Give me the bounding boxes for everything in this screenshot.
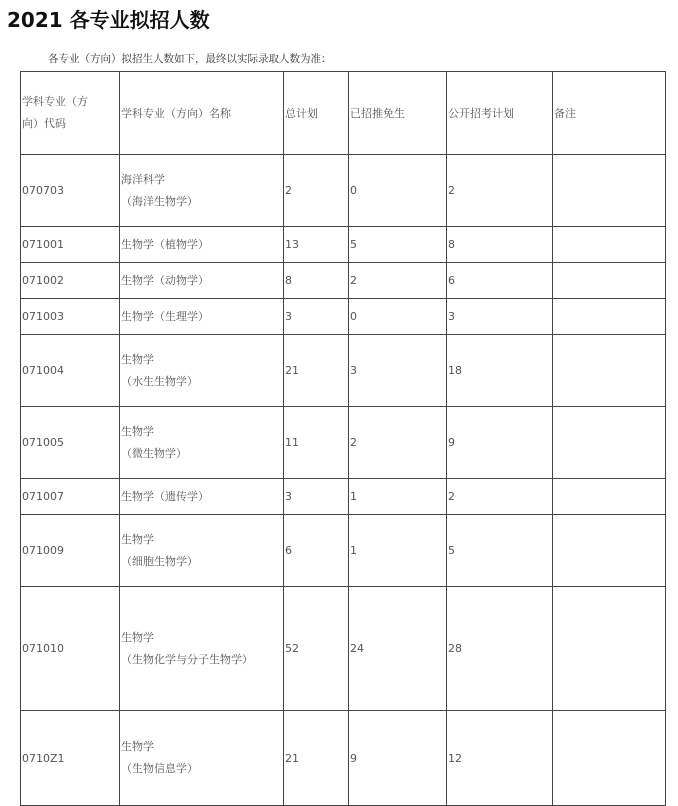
table-row <box>21 227 666 263</box>
cell-name-line1: 生物学 <box>121 532 154 546</box>
cell-recommended: 9 <box>349 711 447 806</box>
table-row <box>21 587 666 711</box>
cell-public: 28 <box>447 587 553 711</box>
cell-remarks <box>553 711 666 806</box>
cell-name-line2: （生物化学与分子生物学） <box>121 652 253 666</box>
cell-total: 6 <box>284 515 349 587</box>
page-title: 2021 各专业拟招人数 <box>7 8 210 32</box>
cell-name <box>120 479 284 515</box>
header-total: 总计划 <box>284 72 349 155</box>
cell-name <box>120 407 284 479</box>
cell-recommended: 1 <box>349 479 447 515</box>
cell-remarks <box>553 263 666 299</box>
cell-name-line2: （微生物学） <box>121 446 187 460</box>
cell-name-line2: （细胞生物学） <box>121 554 198 568</box>
cell-public: 3 <box>447 299 553 335</box>
cell-recommended: 24 <box>349 587 447 711</box>
cell-name <box>120 587 284 711</box>
cell-code: 071004 <box>21 335 120 407</box>
cell-name <box>120 515 284 587</box>
cell-code: 071005 <box>21 407 120 479</box>
cell-name-line1: 生物学 <box>121 352 154 366</box>
cell-total: 3 <box>284 479 349 515</box>
cell-name <box>120 155 284 227</box>
cell-remarks <box>553 299 666 335</box>
cell-public: 2 <box>447 155 553 227</box>
cell-code: 071001 <box>21 227 120 263</box>
cell-code: 071003 <box>21 299 120 335</box>
cell-total: 21 <box>284 335 349 407</box>
cell-total: 8 <box>284 263 349 299</box>
cell-total: 3 <box>284 299 349 335</box>
table-row <box>21 407 666 479</box>
cell-public: 9 <box>447 407 553 479</box>
cell-remarks <box>553 227 666 263</box>
cell-code: 071007 <box>21 479 120 515</box>
table-row <box>21 479 666 515</box>
cell-remarks <box>553 515 666 587</box>
table-header-row <box>21 72 666 155</box>
cell-public: 6 <box>447 263 553 299</box>
cell-total: 13 <box>284 227 349 263</box>
cell-code: 070703 <box>21 155 120 227</box>
intro-text: 各专业（方向）拟招生人数如下，最终以实际录取人数为准： <box>48 53 332 65</box>
enrollment-table <box>20 71 666 806</box>
cell-total: 2 <box>284 155 349 227</box>
cell-name-line1: 生物学 <box>121 740 154 753</box>
header-code <box>21 72 120 155</box>
table-row <box>21 299 666 335</box>
cell-total: 11 <box>284 407 349 479</box>
cell-recommended: 2 <box>349 263 447 299</box>
cell-remarks <box>553 407 666 479</box>
cell-name-line1: 生物学 <box>121 630 154 644</box>
cell-public: 8 <box>447 227 553 263</box>
cell-remarks <box>553 479 666 515</box>
cell-name-line2: （生物信息学） <box>121 762 198 775</box>
cell-code: 071009 <box>21 515 120 587</box>
table-body <box>21 72 666 806</box>
cell-total: 52 <box>284 587 349 711</box>
cell-recommended: 2 <box>349 407 447 479</box>
cell-remarks <box>553 155 666 227</box>
header-name: 学科专业（方向）名称 <box>120 72 284 155</box>
header-recommended: 已招推免生 <box>349 72 447 155</box>
table-row <box>21 263 666 299</box>
cell-code: 0710Z1 <box>21 711 120 806</box>
cell-public: 5 <box>447 515 553 587</box>
table-row <box>21 335 666 407</box>
cell-recommended: 0 <box>349 155 447 227</box>
cell-name <box>120 263 284 299</box>
cell-public: 2 <box>447 479 553 515</box>
table-row <box>21 155 666 227</box>
header-code-line2: 向）代码 <box>22 117 66 130</box>
cell-name-line1: 海洋科学 <box>121 172 165 186</box>
cell-name-line1: 生物学 <box>121 424 154 438</box>
cell-code: 071002 <box>21 263 120 299</box>
cell-name-line2: （海洋生物学） <box>121 194 198 208</box>
cell-recommended: 5 <box>349 227 447 263</box>
cell-name-line1: 生物学（生理学） <box>121 309 209 323</box>
cell-recommended: 3 <box>349 335 447 407</box>
table-row <box>21 711 666 806</box>
header-public: 公开招考计划 <box>447 72 553 155</box>
cell-recommended: 1 <box>349 515 447 587</box>
cell-code: 071010 <box>21 587 120 711</box>
cell-name-line1: 生物学（植物学） <box>121 237 209 251</box>
cell-name <box>120 711 284 806</box>
table-row <box>21 515 666 587</box>
cell-name-line2: （水生生物学） <box>121 374 198 388</box>
cell-public: 12 <box>447 711 553 806</box>
cell-public: 18 <box>447 335 553 407</box>
cell-name <box>120 335 284 407</box>
cell-name <box>120 227 284 263</box>
cell-name-line1: 生物学（遗传学） <box>121 489 209 503</box>
cell-total: 21 <box>284 711 349 806</box>
cell-name <box>120 299 284 335</box>
cell-name-line1: 生物学（动物学） <box>121 273 209 287</box>
cell-remarks <box>553 335 666 407</box>
header-remarks: 备注 <box>553 72 666 155</box>
header-code-line1: 学科专业（方 <box>22 95 88 108</box>
cell-remarks <box>553 587 666 711</box>
cell-recommended: 0 <box>349 299 447 335</box>
